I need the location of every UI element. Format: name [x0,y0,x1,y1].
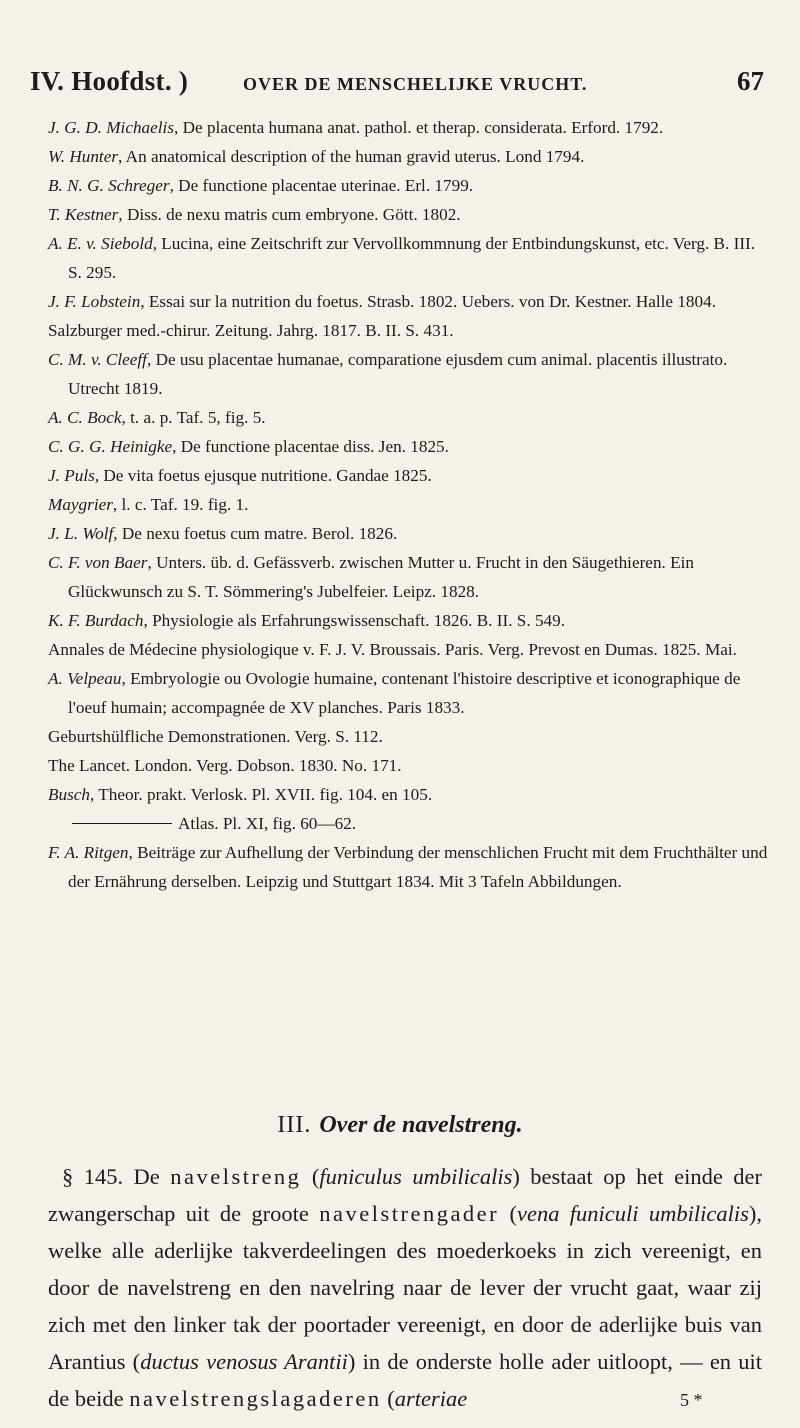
bibliography-entry: Busch, Theor. prakt. Verlosk. Pl. XVII. fig. 104. en 105. [48,785,433,804]
bibliography-entry: C. F. von Baer, Unters. üb. d. Gefässverb. zwischen Mutter u. Frucht in den Säugethieren. Ein Glückwunsch zu S. T. Sömmering's Jubelfeier. Leipz. 1828. [48,553,694,601]
term-navelstreng: navelstreng [170,1164,302,1189]
running-head [30,66,770,106]
bibliography-entry: J. F. Lobstein, Essai sur la nutrition du foetus. Strasb. 1802. Uebers. von Dr. Kestner. Halle 1804. [48,292,717,311]
bibliography-entry: C. M. v. Cleeff, De usu placentae humanae, comparatione ejusdem cum animal. placentis illustrato. Utrecht 1819. [48,350,728,398]
chapter-label: IV. Hoofdst. ) [30,66,189,96]
bibliography-entry: A. C. Bock, t. a. p. Taf. 5, fig. 5. [48,408,266,427]
paragraph-145: § 145. De navelstreng (funiculus umbilicalis) bestaat op het einde der zwangerschap uit de groote navelstrengader (vena funiculi umbilicalis), welke alle aderlijke takverdeelingen des moederkoeks in zich vereenigt, en door de navelstreng en den navelring naar de lever der vrucht gaat, waar zij zich met den linker tak der poortader vereenigt, en door de aderlijke buis van Arantius (ductus venosus Arantii) in de onderste holle ader uitloopt, — en uit de beide navelstrengslagaderen (arteriae [48,1164,763,1411]
bibliography-entry: C. G. G. Heinigke, De functione placentae diss. Jen. 1825. [48,437,449,456]
running-title: OVER DE MENSCHELIJKE VRUCHT. [243,74,588,94]
term-arteriae: arteriae [394,1386,468,1411]
bibliography-entry: Maygrier, l. c. Taf. 19. fig. 1. [48,495,249,514]
bibliography-entry-ditto: Atlas. Pl. XI, fig. 60—62. [48,809,768,838]
term-ductus: ductus venosus Arantii [140,1349,348,1374]
section-title: Over de navelstreng. [319,1112,523,1138]
bibliography-entry: Geburtshülfliche Demonstrationen. Verg. S. 112. [48,727,383,746]
term-navelstrengader: navelstrengader [319,1201,500,1226]
page-number: 67 [737,66,764,96]
bibliography-entry: K. F. Burdach, Physiologie als Erfahrungswissenschaft. 1826. B. II. S. 549. [48,611,566,630]
bibliography-entry: J. L. Wolf, De nexu foetus cum matre. Berol. 1826. [48,524,398,543]
bibliography-entry: Annales de Médecine physiologique v. F. J. V. Broussais. Paris. Verg. Prevost en Dumas. 1825. Mai. [48,640,737,659]
term-funiculus: funiculus umbilicalis [319,1164,513,1189]
bibliography-entry: F. A. Ritgen, Beiträge zur Aufhellung der Verbindung der menschlichen Frucht mit dem Fruchthälter und der Ernährung derselben. Leipzig und Stuttgart 1834. Mit 3 Tafeln Abbildungen. [48,843,768,891]
bibliography-entry: B. N. G. Schreger, De functione placentae uterinae. Erl. 1799. [48,176,474,195]
bibliography-entry: W. Hunter, An anatomical description of the human gravid uterus. Lond 1794. [48,147,585,166]
bibliography-list [48,113,768,896]
term-navelstrengslagaderen: navelstrengslagaderen [129,1386,382,1411]
ditto-dash [72,823,172,824]
section-heading [0,1112,800,1139]
bibliography-entry: T. Kestner, Diss. de nexu matris cum embryone. Gött. 1802. [48,205,461,224]
bibliography-entry: Salzburger med.-chirur. Zeitung. Jahrg. 1817. B. II. S. 431. [48,321,454,340]
printer-signature: 5 * [680,1390,703,1410]
bibliography-entry: The Lancet. London. Verg. Dobson. 1830. No. 171. [48,756,402,775]
bibliography-entry: A. Velpeau, Embryologie ou Ovologie humaine, contenant l'histoire descriptive et iconographique de l'oeuf humain; accompagnée de XV planches. Paris 1833. [48,669,741,717]
bibliography-entry: J. G. D. Michaelis, De placenta humana anat. pathol. et therap. considerata. Erford. 1792. [48,118,664,137]
term-vena: vena funiculi umbilicalis [517,1201,749,1226]
bibliography-entry: A. E. v. Siebold, Lucina, eine Zeitschrift zur Vervollkommnung der Entbindungskunst, etc. Verg. B. III. S. 295. [48,234,756,282]
section-number: III. [277,1112,312,1138]
bibliography-entry: J. Puls, De vita foetus ejusque nutritione. Gandae 1825. [48,466,432,485]
body-paragraph [48,1158,762,1417]
